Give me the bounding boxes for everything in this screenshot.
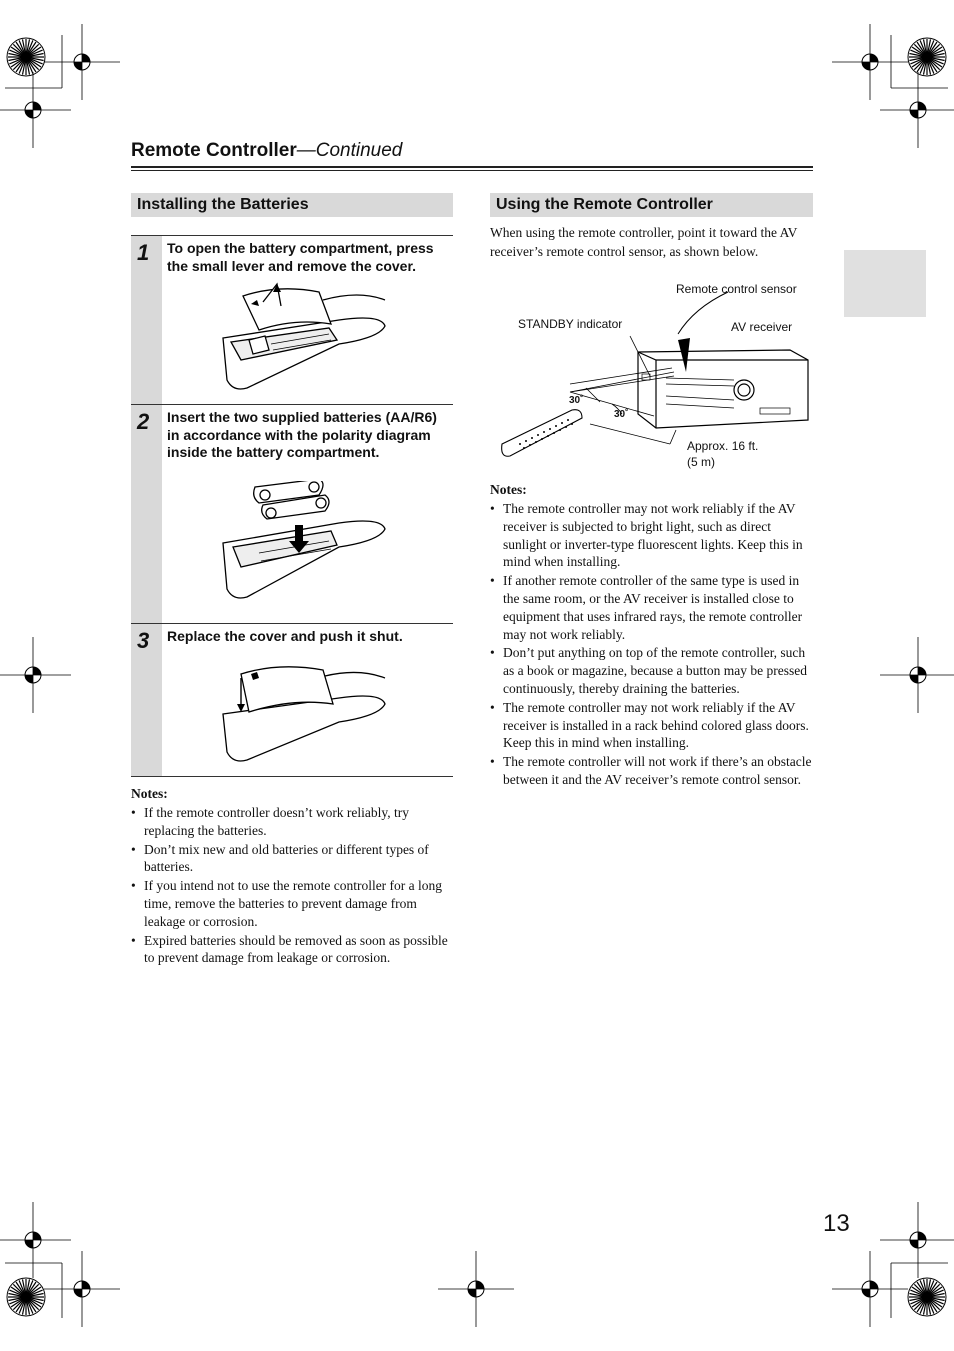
step-number: 3: [137, 628, 150, 653]
note-item: • Don’t mix new and old batteries or different types of batteries.: [131, 841, 457, 877]
receiver-remote-illustration: [490, 280, 816, 475]
standby-indicator-label: STANDBY indicator: [518, 317, 623, 331]
header-rule: [131, 166, 813, 168]
notes-title: Notes:: [131, 786, 168, 801]
note-item: • If another remote controller of the same type is used in the same room, or the AV receiver is installed close to equipment that uses infrared rays, the remote controller may not work reliably.: [490, 572, 816, 643]
step-text: Replace the cover and push it shut.: [167, 628, 403, 644]
remote-usage-diagram: [490, 280, 816, 475]
remote-close-cover-illustration: [219, 664, 389, 764]
distance-label-line1: Approx. 16 ft.: [687, 439, 759, 453]
section-title-using: Using the Remote Controller: [490, 193, 813, 217]
note-item: • The remote controller may not work reliably if the AV receiver is installed in a rack behind colored glass doors. Keep this in mind when installing.: [490, 699, 816, 752]
note-item: • The remote controller will not work if there’s an obstacle between it and the AV receiver’s remote control sensor.: [490, 753, 816, 789]
side-tab: [844, 250, 926, 317]
battery-notes: [131, 786, 457, 968]
remote-notes: [490, 482, 816, 790]
note-item: • The remote controller may not work reliably if the AV receiver is subjected to bright light, such as direct sunlight or inverter-type fluorescent lights. Keep this in mind when installing.: [490, 500, 816, 571]
note-item: • Don’t put anything on top of the remote controller, such as a book or magazine, because a button may be pressed continuously, thereby draining the batteries.: [490, 644, 816, 697]
note-item: • If you intend not to use the remote controller for a long time, remove the batteries to prevent damage from leakage or corrosion.: [131, 877, 457, 930]
note-item: • Expired batteries should be removed as soon as possible to prevent damage from leakage or corrosion.: [131, 932, 457, 968]
distance-label-line2: (5 m): [687, 455, 715, 469]
section-title-installing: Installing the Batteries: [131, 193, 453, 217]
page-number: 13: [823, 1210, 850, 1237]
remote-sensor-label: Remote control sensor: [676, 282, 797, 296]
notes-list: [490, 500, 816, 789]
header-continued: —Continued: [296, 140, 403, 161]
step-text: Insert the two supplied batteries (AA/R6) in accordance with the polarity diagram inside the battery compartment.: [167, 409, 437, 460]
notes-list: [131, 804, 457, 967]
step-number-column: [131, 405, 162, 623]
angle-label-bottom: 30˚: [614, 409, 629, 420]
notes-title: Notes:: [490, 482, 527, 497]
header-title-text: Remote Controller: [131, 140, 297, 161]
step-number: 2: [137, 409, 150, 434]
step-divider: [131, 776, 453, 777]
step-2: [131, 405, 453, 623]
note-item: • If the remote controller doesn’t work reliably, try replacing the batteries.: [131, 804, 457, 840]
intro-paragraph: When using the remote controller, point it toward the AV receiver’s remote control sensor, as shown below.: [490, 225, 798, 259]
av-receiver-label: AV receiver: [731, 320, 793, 334]
step-text: To open the battery compartment, press the small lever and remove the cover.: [167, 240, 434, 274]
step-1: [131, 236, 453, 404]
remote-open-cover-illustration: [219, 280, 389, 395]
page-header-title: [131, 140, 402, 162]
header-rule-thin: [131, 170, 813, 171]
angle-label-top: 30˚: [569, 395, 584, 406]
step-3: [131, 624, 453, 776]
remote-insert-batteries-illustration: [219, 481, 389, 603]
step-number: 1: [137, 240, 150, 265]
